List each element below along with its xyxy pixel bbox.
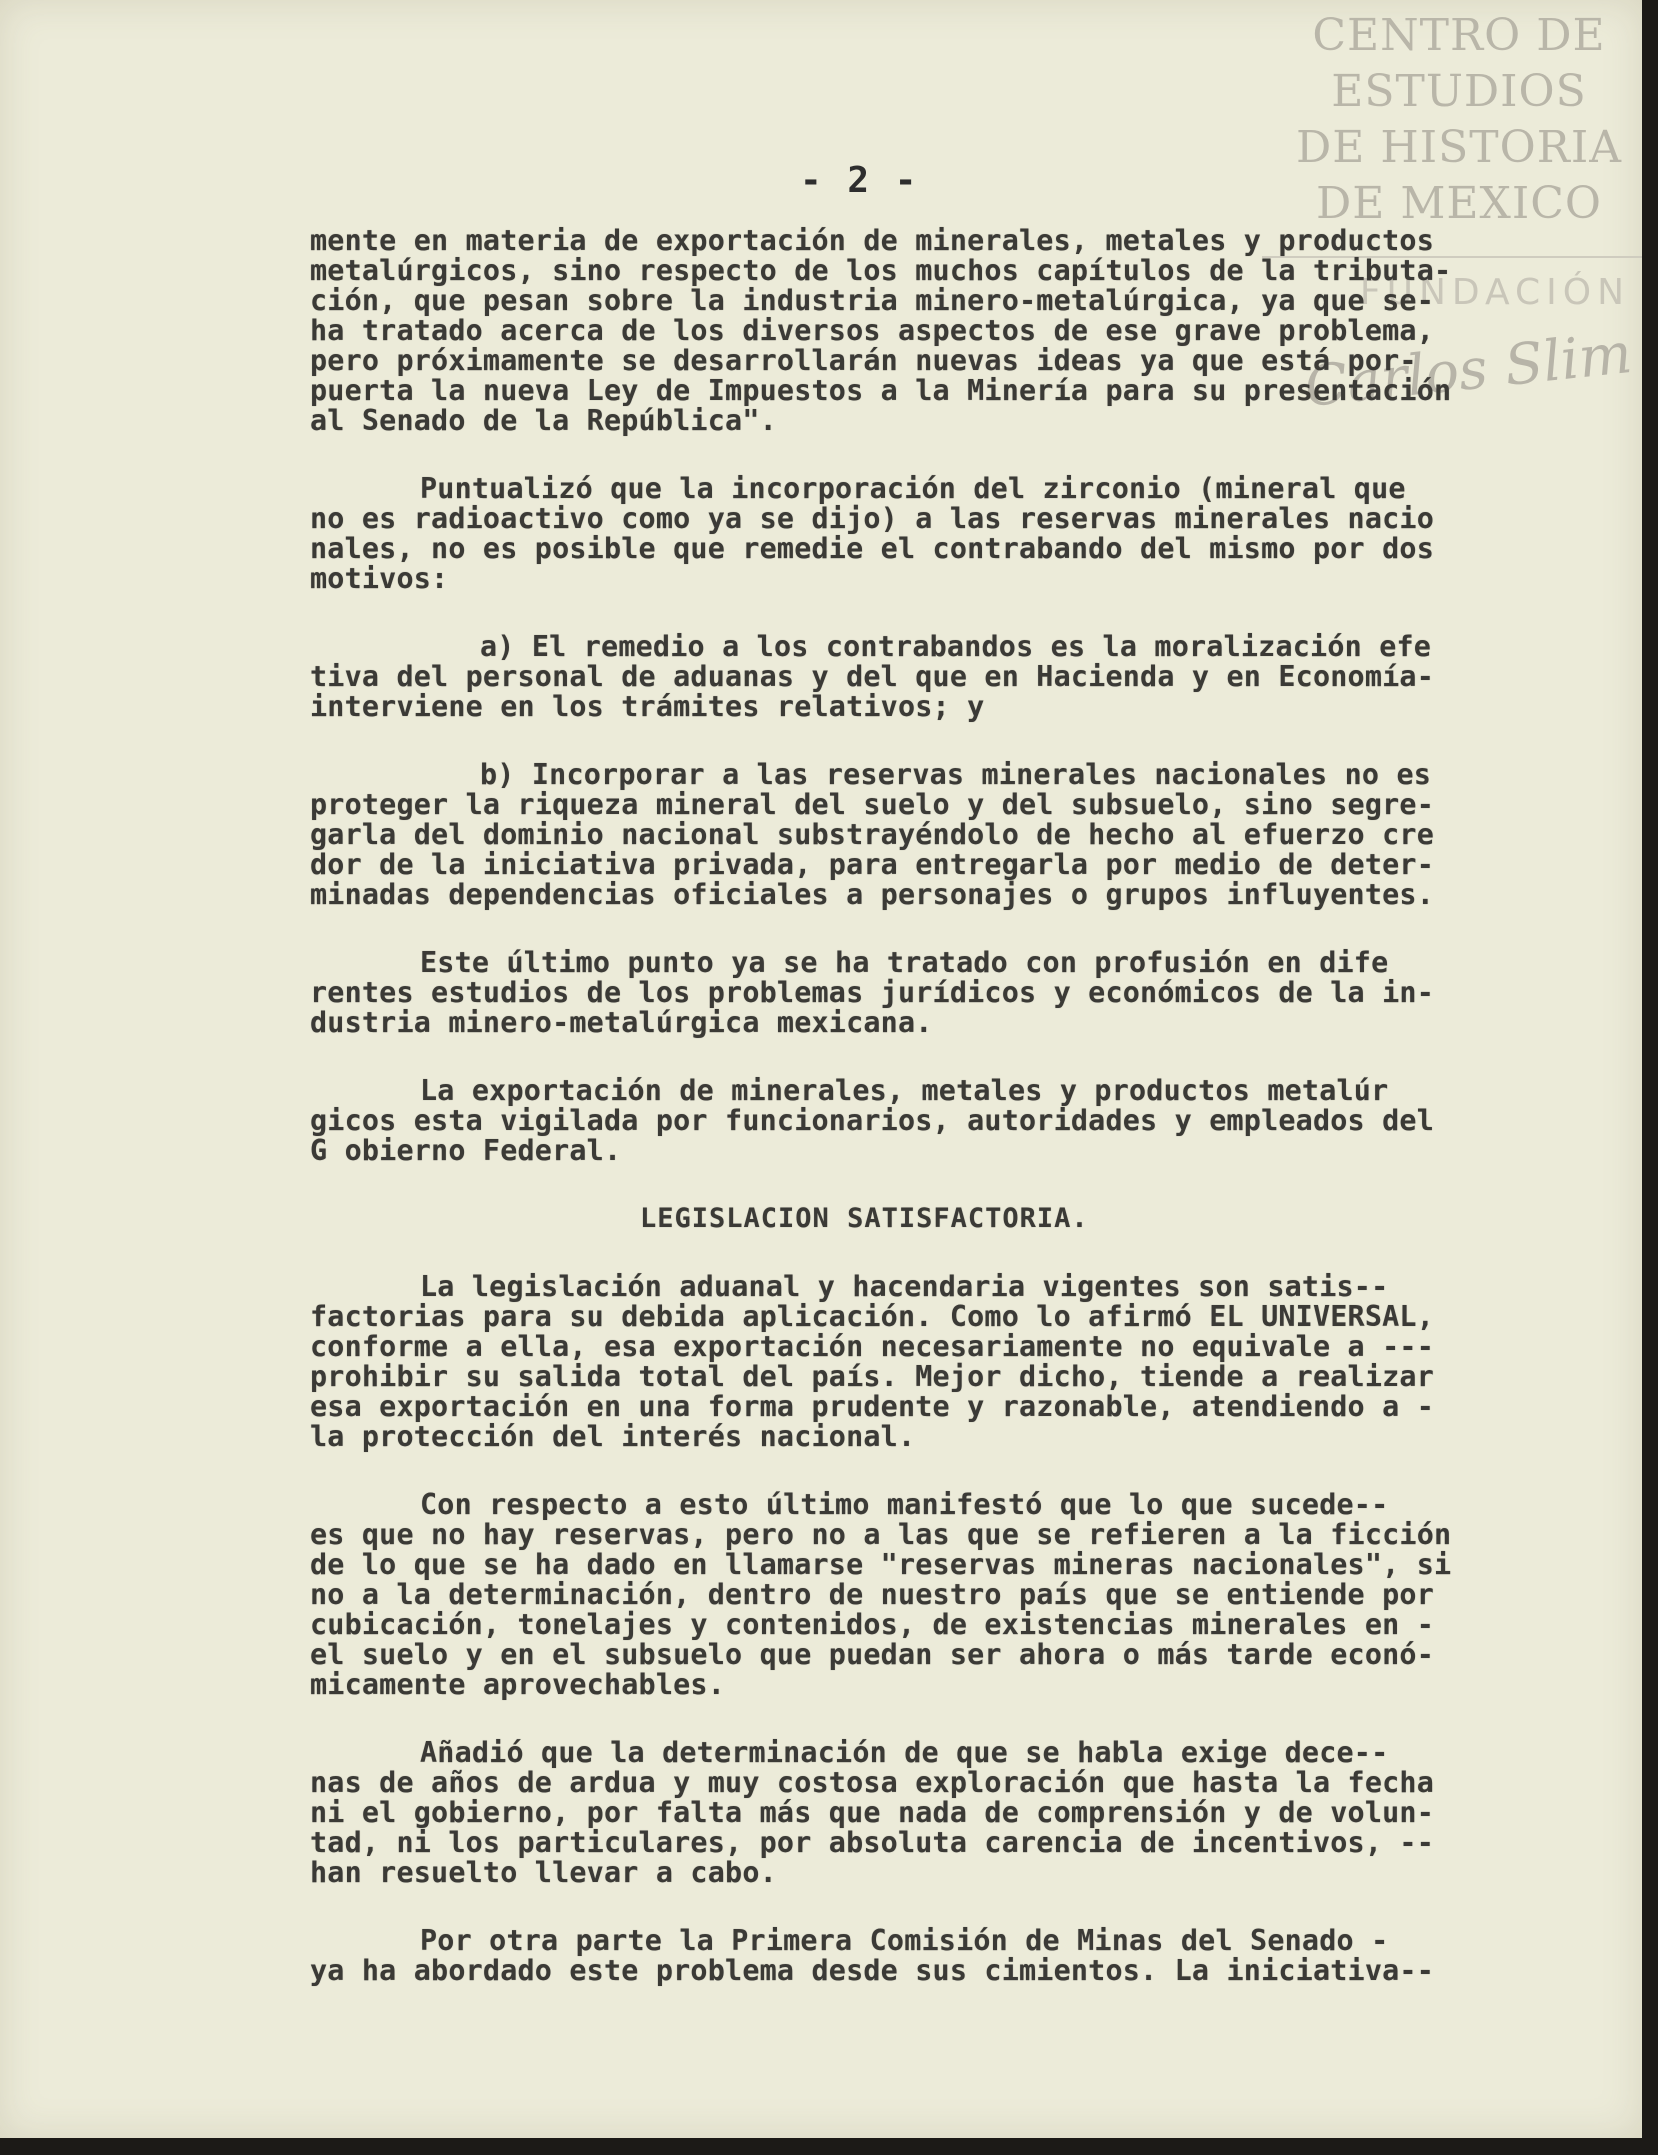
paragraph-legislacion (310, 1272, 1570, 1452)
watermark-line: DE MEXICO (1316, 178, 1602, 229)
archive-watermark (1294, 8, 1624, 232)
paragraph-continuation (310, 226, 1570, 436)
text-line: prohibir su salida total del país. Mejor dicho, tiende a realizar (310, 1360, 1435, 1393)
text-line: La exportación de minerales, metales y productos metalúr (420, 1074, 1389, 1107)
watermark-signature: Carlos Slim (1301, 321, 1635, 420)
paragraph-comision (310, 1926, 1570, 1986)
text-line: esa exportación en una forma prudente y razonable, atendiendo a - (310, 1390, 1435, 1423)
text-line: garla del dominio nacional substrayéndolo de hecho al efuerzo cre (310, 818, 1435, 851)
text-line: tad, ni los particulares, por absoluta carencia de incentivos, -- (310, 1826, 1435, 1859)
watermark-line: DE HISTORIA (1296, 122, 1622, 173)
text-line: micamente aprovechables. (310, 1668, 726, 1701)
text-line: cubicación, tonelajes y contenidos, de existencias minerales en - (310, 1608, 1435, 1641)
text-line: puerta la nueva Ley de Impuestos a la Minería para su presentación (310, 374, 1452, 407)
text-line: interviene en los trámites relativos; y (310, 690, 985, 723)
document-body (310, 226, 1570, 2024)
text-line: Por otra parte la Primera Comisión de Minas del Senado - (420, 1924, 1389, 1957)
text-line: Este último punto ya se ha tratado con profusión en dife (420, 946, 1389, 979)
page-number: - 2 - (800, 160, 919, 201)
text-line: Con respecto a esto último manifestó que lo que sucede-- (420, 1488, 1389, 1521)
text-line: minadas dependencias oficiales a personajes o grupos influyentes. (310, 878, 1435, 911)
text-line: conforme a ella, esa exportación necesariamente no equivale a --- (310, 1330, 1435, 1363)
list-item-a (310, 632, 1570, 722)
paragraph-reservas (310, 1490, 1570, 1700)
text-line: factorias para su debida aplicación. Como lo afirmó EL UNIVERSAL, (310, 1300, 1435, 1333)
text-line: motivos: (310, 562, 449, 595)
text-line: a) El remedio a los contrabandos es la moralización efe (480, 630, 1432, 663)
paragraph-zirconio (310, 474, 1570, 594)
text-line: de lo que se ha dado en llamarse "reservas mineras nacionales", si (310, 1548, 1452, 1581)
text-line: gicos esta vigilada por funcionarios, autoridades y empleados del (310, 1104, 1435, 1137)
text-line: Añadió que la determinación de que se habla exige dece-- (420, 1736, 1389, 1769)
list-item-b (310, 760, 1570, 910)
text-line: ción, que pesan sobre la industria minero-metalúrgica, ya que se- (310, 284, 1435, 317)
text-line: pero próximamente se desarrollarán nuevas ideas ya que está por- (310, 344, 1417, 377)
paragraph-ultimo-punto (310, 948, 1570, 1038)
text-line: La legislación aduanal y hacendaria vigentes son satis-- (420, 1270, 1389, 1303)
text-line: al Senado de la República". (310, 404, 777, 437)
text-line: tiva del personal de aduanas y del que en Hacienda y en Economía- (310, 660, 1435, 693)
text-line: ya ha abordado este problema desde sus cimientos. La iniciativa-- (310, 1954, 1435, 1987)
text-line: la protección del interés nacional. (310, 1420, 916, 1453)
text-line: b) Incorporar a las reservas minerales nacionales no es (480, 758, 1432, 791)
watermark-line: ESTUDIOS (1331, 66, 1587, 117)
text-line: Puntualizó que la incorporación del zirconio (mineral que (420, 472, 1406, 505)
text-line: ha tratado acerca de los diversos aspectos de ese grave problema, (310, 314, 1435, 347)
text-line: mente en materia de exportación de minerales, metales y productos (310, 224, 1435, 257)
text-line: rentes estudios de los problemas jurídicos y económicos de la in- (310, 976, 1435, 1009)
paragraph-exploracion (310, 1738, 1570, 1888)
text-line: dor de la iniciativa privada, para entregarla por medio de deter- (310, 848, 1435, 881)
text-line: proteger la riqueza mineral del suelo y del subsuelo, sino segre- (310, 788, 1435, 821)
text-line: nales, no es posible que remedie el contrabando del mismo por dos (310, 532, 1435, 565)
paragraph-exportacion (310, 1076, 1570, 1166)
text-line: han resuelto llevar a cabo. (310, 1856, 777, 1889)
text-line: nas de años de ardua y muy costosa exploración que hasta la fecha (310, 1766, 1435, 1799)
text-line: no es radioactivo como ya se dijo) a las reservas minerales nacio (310, 502, 1435, 535)
text-line: no a la determinación, dentro de nuestro país que se entiende por (310, 1578, 1435, 1611)
text-line: dustria minero-metalúrgica mexicana. (310, 1006, 933, 1039)
section-heading: LEGISLACION SATISFACTORIA. (640, 1203, 1089, 1234)
text-line: ni el gobierno, por falta más que nada de comprensión y de volun- (310, 1796, 1435, 1829)
text-line: metalúrgicos, sino respecto de los muchos capítulos de la tributa- (310, 254, 1452, 287)
text-line: G obierno Federal. (310, 1134, 622, 1167)
watermark-line: CENTRO DE (1312, 10, 1606, 61)
text-line: el suelo y en el subsuelo que puedan ser ahora o más tarde econó- (310, 1638, 1435, 1671)
watermark-subtitle: FUNDACIÓN (1359, 272, 1630, 313)
text-line: es que no hay reservas, pero no a las que se refieren a la ficción (310, 1518, 1452, 1551)
